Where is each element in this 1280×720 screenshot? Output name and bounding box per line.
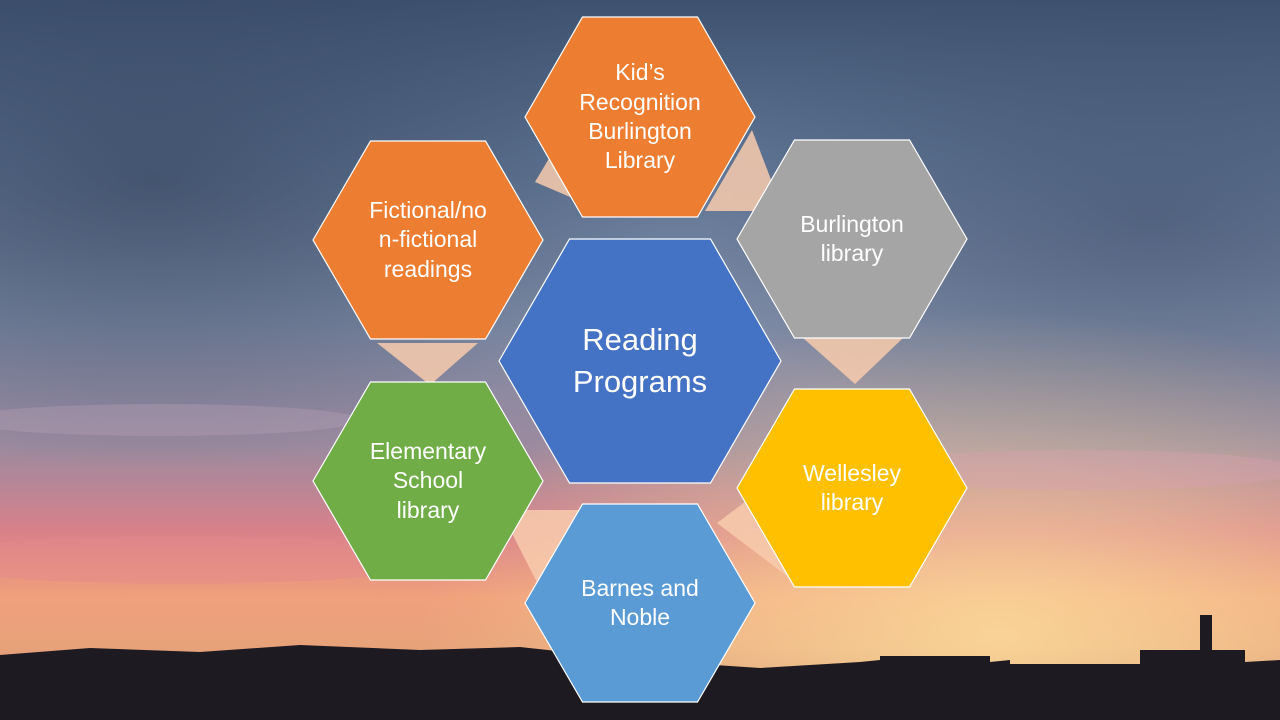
node-label-burlington-library: Burlington library (800, 210, 904, 266)
node-label-kids-recognition: Kid’s Recognition Burlington Library (579, 59, 701, 174)
connector-triangle (803, 338, 903, 384)
node-label-barnes-and-noble: Barnes and Noble (581, 574, 699, 630)
node-label-fictional-readings: Fictional/no n-fictional readings (369, 196, 487, 282)
node-label-elementary-school-library: Elementary School library (369, 437, 487, 523)
connector-triangle (377, 343, 478, 385)
node-label-wellesley-library: Wellesley library (803, 459, 901, 515)
center-label-reading-programs: Reading Programs (572, 322, 708, 399)
